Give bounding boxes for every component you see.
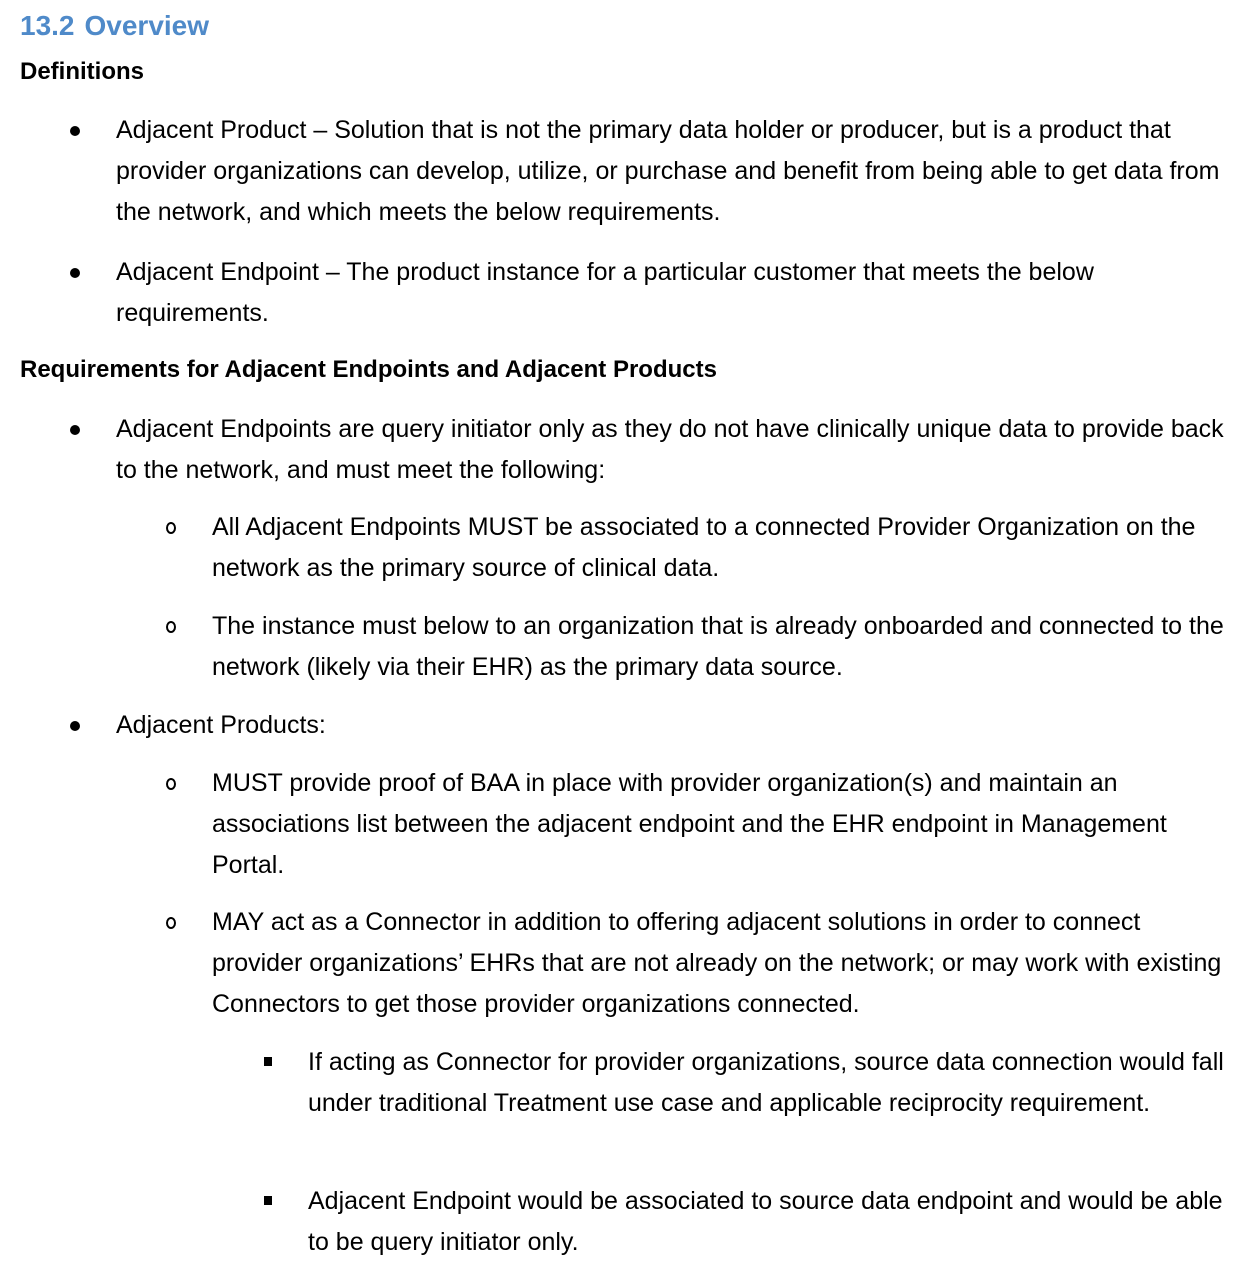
subitem-text: MAY act as a Connector in addition to offering adjacent solutions in order to connect provider organizations’ EHRs that are not already on the network; or may work with existing Connectors to get those provider organizations connected.	[212, 908, 1222, 1018]
product-subitem	[212, 902, 1226, 1025]
requirement-text: Adjacent Endpoints are query initiator only as they do not have clinically unique data to provide back to the network, and must meet the following:	[116, 415, 1224, 484]
subsubitem-text: Adjacent Endpoint would be associated to source data endpoint and would be able to be query initiator only.	[308, 1187, 1223, 1256]
definition-text: Adjacent Product – Solution that is not the primary data holder or producer, but is a product that provider organizations can develop, utilize, or purchase and benefit from being able to get data from the network, and which meets the below requirements.	[116, 116, 1220, 226]
product-subsubitem	[308, 1181, 1226, 1263]
bullet-square	[264, 1196, 272, 1205]
section-number: 13.2	[20, 10, 75, 41]
subsubitem-text: If acting as Connector for provider organizations, source data connection would fall under traditional Treatment use case and applicable reciprocity requirement.	[308, 1048, 1224, 1117]
definition-adjacent-endpoint	[116, 252, 1226, 334]
requirement-adjacent-products	[116, 705, 1226, 746]
definition-text: Adjacent Endpoint – The product instance for a particular customer that meets the below requirements.	[116, 258, 1094, 327]
requirement-adjacent-endpoints	[116, 409, 1226, 491]
product-subsubitem	[308, 1042, 1226, 1124]
bullet-circle	[166, 917, 176, 929]
requirement-text: Adjacent Products:	[116, 711, 326, 739]
bullet-dot	[70, 721, 80, 731]
requirements-heading: Requirements for Adjacent Endpoints and Adjacent Products	[20, 356, 717, 383]
definition-adjacent-product	[116, 110, 1226, 233]
section-title: Overview	[84, 10, 210, 41]
bullet-dot	[70, 425, 80, 435]
bullet-circle	[166, 621, 176, 633]
subitem-text: All Adjacent Endpoints MUST be associated to a connected Provider Organization on the network as the primary source of clinical data.	[212, 513, 1196, 582]
bullet-square	[264, 1057, 272, 1066]
subitem-text: MUST provide proof of BAA in place with provider organization(s) and maintain an associations list between the adjacent endpoint and the EHR endpoint in Management Portal.	[212, 769, 1167, 879]
endpoint-subitem	[212, 606, 1226, 688]
definitions-heading: Definitions	[20, 58, 144, 85]
bullet-circle	[166, 522, 176, 534]
bullet-dot	[70, 126, 80, 136]
endpoint-subitem	[212, 507, 1226, 589]
product-subitem	[212, 763, 1226, 886]
subitem-text: The instance must below to an organization that is already onboarded and connected to the network (likely via their EHR) as the primary data source.	[212, 612, 1224, 681]
bullet-dot	[70, 268, 80, 278]
bullet-circle	[166, 778, 176, 790]
section-heading	[20, 10, 209, 42]
